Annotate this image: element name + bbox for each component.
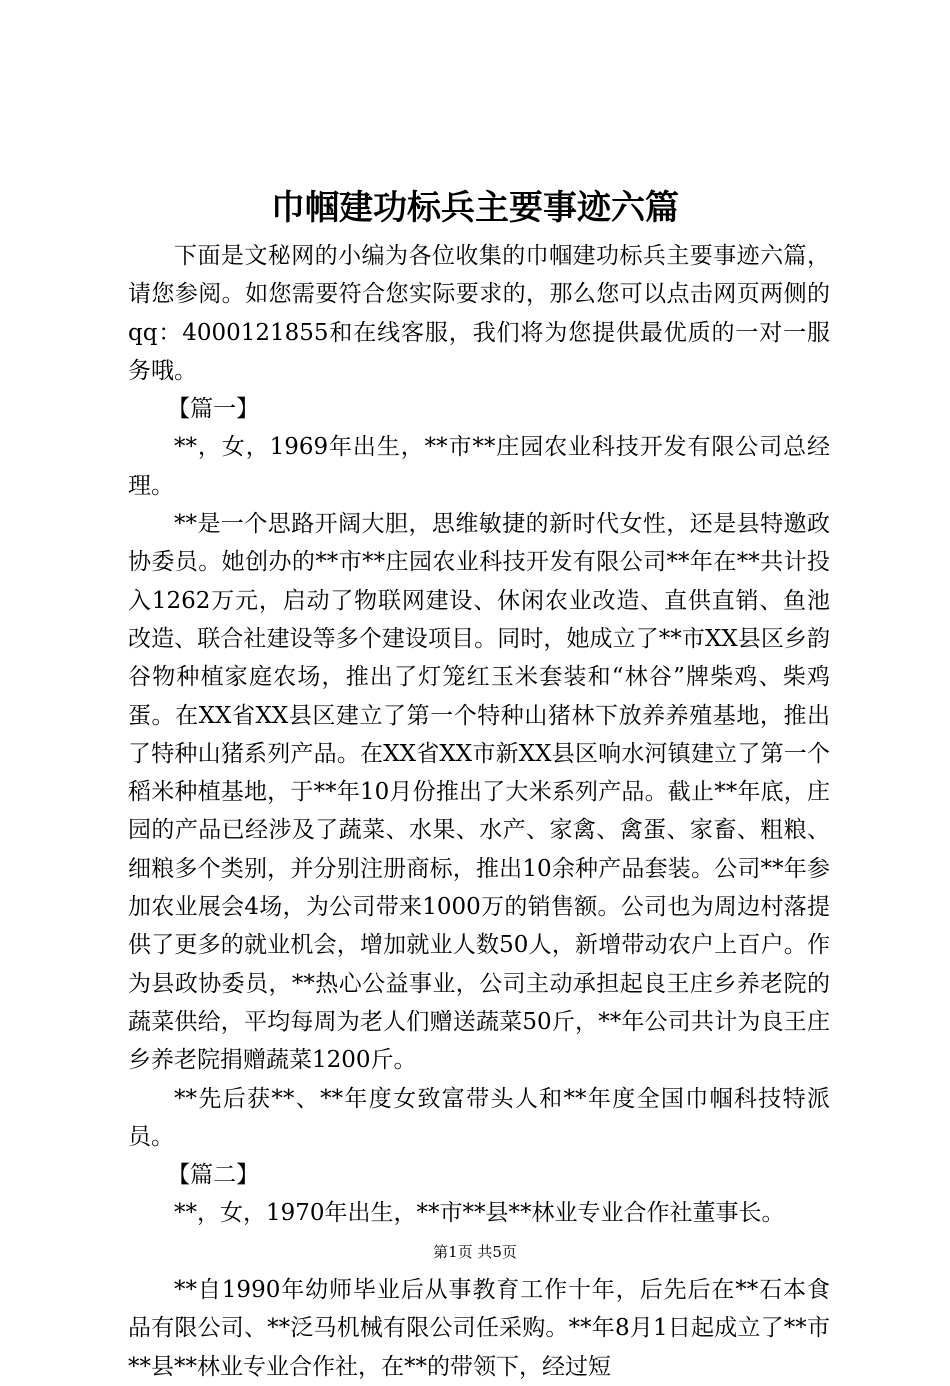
paragraph: **，女，1970年出生，**市**县**林业专业合作社董事长。 bbox=[174, 1200, 785, 1227]
document-body bbox=[128, 237, 830, 1386]
section-heading-1: 【篇一】 bbox=[167, 396, 260, 423]
intro-paragraph: 下面是文秘网的小编为各位收集的巾帼建功标兵主要事迹六篇，请您参阅。如您需要符合您实际要求的，那么您可以点击网页两侧的qq：4000121855和在线客服，我们将为您提供最优质的一对一服务哦。 bbox=[128, 243, 830, 384]
page-number-footer: 第1页 共5页 bbox=[433, 1243, 517, 1261]
document-title: 巾帼建功标兵主要事迹六篇 bbox=[271, 188, 679, 228]
paragraph: **是一个思路开阔大胆，思维敏捷的新时代女性，还是县特邀政协委员。她创办的**市**庄园农业科技开发有限公司**年在**共计投入1262万元，启动了物联网建设、休闲农业改造、直供直销、鱼池改造、联合社建设等多个建设项目。同时，她成立了**市XX县区乡韵谷物种植家庭农场，推出了灯笼红玉米套装和“林谷”牌柴鸡、柴鸡蛋。在XX省XX县区建立了第一个特种山猪林下放养养殖基地，推出了特种山猪系列产品。在XX省XX市新XX县区响水河镇建立了第一个稻米种植基地，于**年10月份推出了大米系列产品。截止**年底，庄园的产品已经涉及了蔬菜、水果、水产、家禽、禽蛋、家畜、粗粮、细粮多个类别，并分别注册商标，推出10余种产品套装。公司**年参加农业展会4场，为公司带来1000万的销售额。公司也为周边村落提供了更多的就业机会，增加就业人数50人，新增带动农户上百户。作为县政协委员，**热心公益事业，公司主动承担起良王庄乡养老院的蔬菜供给，平均每周为老人们赠送蔬菜50斤，**年公司共计为良王庄乡养老院捐赠蔬菜1200斤。 bbox=[128, 511, 830, 1074]
paragraph: **自1990年幼师毕业后从事教育工作十年，后先后在**石本食品有限公司、**泛马机械有限公司任采购。**年8月1日起成立了**市**县**林业专业合作社，在**的带领下，经过短 bbox=[128, 1277, 830, 1380]
paragraph: **，女，1969年出生，**市**庄园农业科技开发有限公司总经理。 bbox=[128, 434, 830, 499]
section-heading-2: 【篇二】 bbox=[167, 1162, 260, 1189]
paragraph: **先后获**、**年度女致富带头人和**年度全国巾帼科技特派员。 bbox=[128, 1085, 830, 1150]
